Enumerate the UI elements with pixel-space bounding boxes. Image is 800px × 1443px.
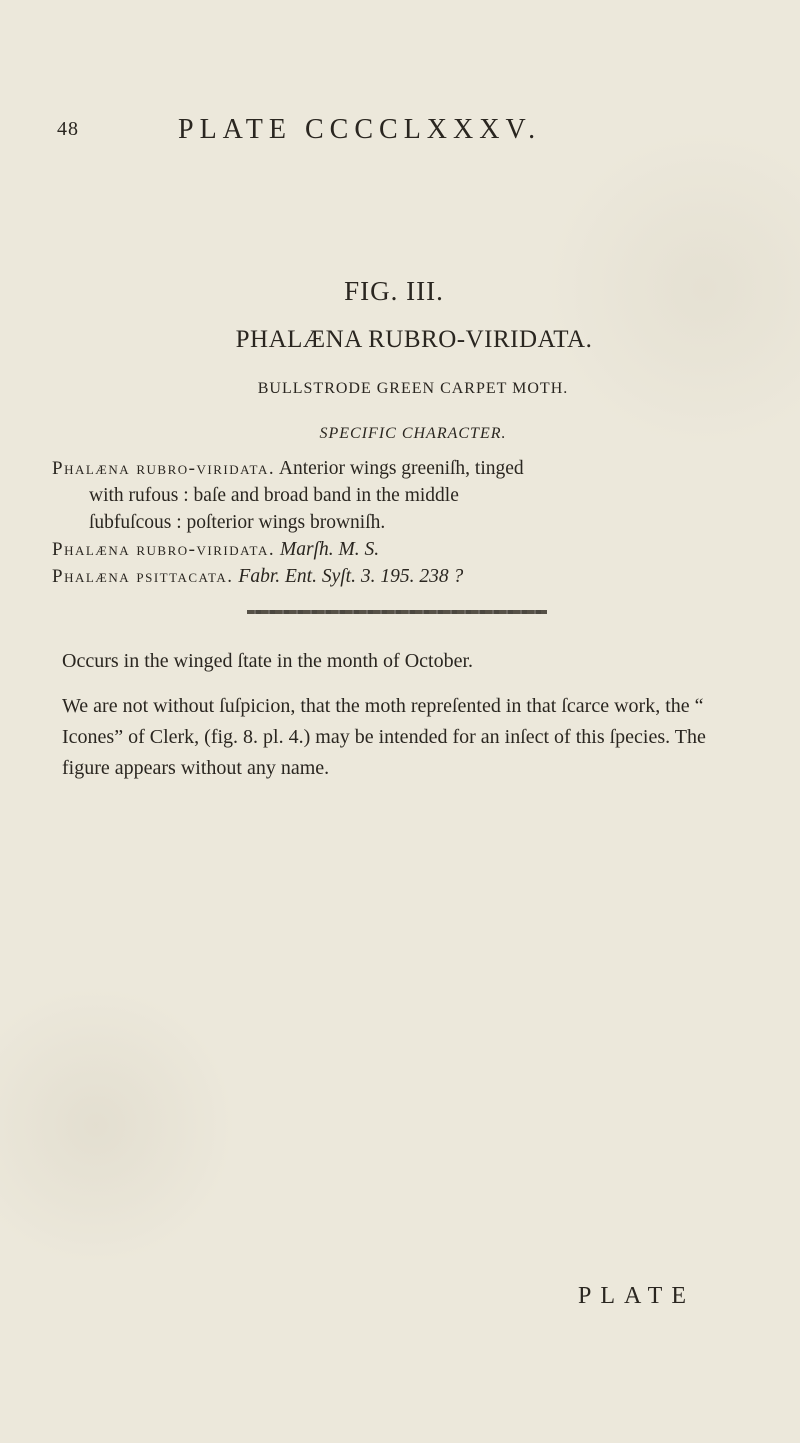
character-line-3 <box>89 512 385 534</box>
specific-character-heading: SPECIFIC CHARACTER. <box>319 425 507 442</box>
character-line-1 <box>52 458 524 480</box>
species-name: Phalæna rubro-viridata. <box>52 539 276 560</box>
paragraph-remarks: We are not without ſuſpicion, that the moth repreſented in that ſcarce work, the “ Icones” of Clerk, (fig. 8. pl. 4.) may be intended for an inſect of this ſpecies. The figure appears without any name. <box>62 695 706 779</box>
running-title: PLATE CCCCLXXXV. <box>178 114 542 145</box>
figure-heading: FIG. III. <box>344 276 444 306</box>
character-line-2 <box>89 485 459 507</box>
common-name: BULLSTRODE GREEN CARPET MOTH. <box>257 380 569 397</box>
species-name: Phalæna psittacata. <box>52 566 234 587</box>
reference: Marſh. M. S. <box>279 539 380 560</box>
species-name: Phalæna rubro-viridata. <box>52 458 276 479</box>
character-text: with rufous : baſe and broad band in the middle <box>89 485 459 506</box>
synonym-line-1 <box>52 539 379 561</box>
page-number: 48 <box>57 118 79 140</box>
character-text: Anterior wings greeniſh, tinged <box>278 458 524 479</box>
paragraph-occurrence: Occurs in the winged ſtate in the month of October. <box>62 650 474 672</box>
reference: Fabr. Ent. Syſt. 3. 195. 238 ? <box>238 566 464 587</box>
species-title: PHALÆNA RUBRO-VIRIDATA. <box>235 326 593 353</box>
synonym-line-2 <box>52 566 463 588</box>
character-text: ſubfuſcous : poſterior wings browniſh. <box>89 512 386 533</box>
section-divider <box>247 610 547 614</box>
catchword: PLATE <box>578 1283 695 1309</box>
